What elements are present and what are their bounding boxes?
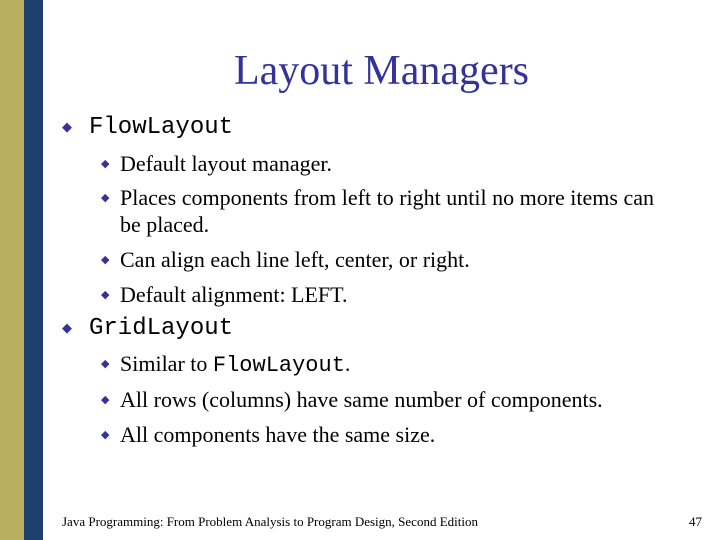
list-item	[101, 386, 701, 413]
list-item	[101, 281, 701, 308]
diamond-bullet-icon: ◆	[101, 254, 110, 266]
diamond-bullet-icon: ◆	[62, 119, 72, 134]
diamond-bullet-icon: ◆	[101, 429, 110, 441]
list-item	[101, 421, 701, 448]
bullet-text: Default layout manager.	[120, 151, 332, 176]
diamond-bullet-icon: ◆	[101, 158, 110, 170]
diamond-bullet-icon: ◆	[101, 289, 110, 301]
page-number: 47	[689, 514, 702, 529]
section-heading-flowlayout: FlowLayout	[89, 114, 234, 141]
diamond-bullet-icon: ◆	[101, 394, 110, 406]
bullet-text: Can align each line left, center, or right.	[120, 247, 470, 272]
diamond-bullet-icon: ◆	[101, 192, 110, 204]
left-decorative-stripe-olive	[0, 0, 24, 540]
list-item	[101, 150, 701, 177]
bullet-text: All rows (columns) have same number of components.	[120, 387, 603, 412]
bullet-text: Places components from left to right until no more items can be placed.	[120, 185, 654, 237]
slide-footer: Java Programming: From Problem Analysis to Program Design, Second Edition	[62, 514, 478, 529]
diamond-bullet-icon: ◆	[62, 320, 72, 335]
diamond-bullet-icon: ◆	[101, 358, 110, 370]
bullet-text: Default alignment: LEFT.	[120, 282, 348, 307]
bullet-code-flowlayout: FlowLayout	[212, 353, 345, 378]
list-item	[101, 184, 701, 238]
left-decorative-stripe-navy	[24, 0, 43, 540]
bullet-text-prefix: Similar to	[120, 351, 213, 376]
slide-title: Layout Managers	[233, 48, 530, 94]
bullet-text-suffix: .	[344, 351, 351, 376]
list-item	[101, 246, 701, 273]
bullet-text: All components have the same size.	[120, 422, 436, 447]
list-item	[101, 350, 701, 379]
bullet-text	[120, 350, 701, 379]
section-heading-gridlayout: GridLayout	[89, 315, 234, 342]
